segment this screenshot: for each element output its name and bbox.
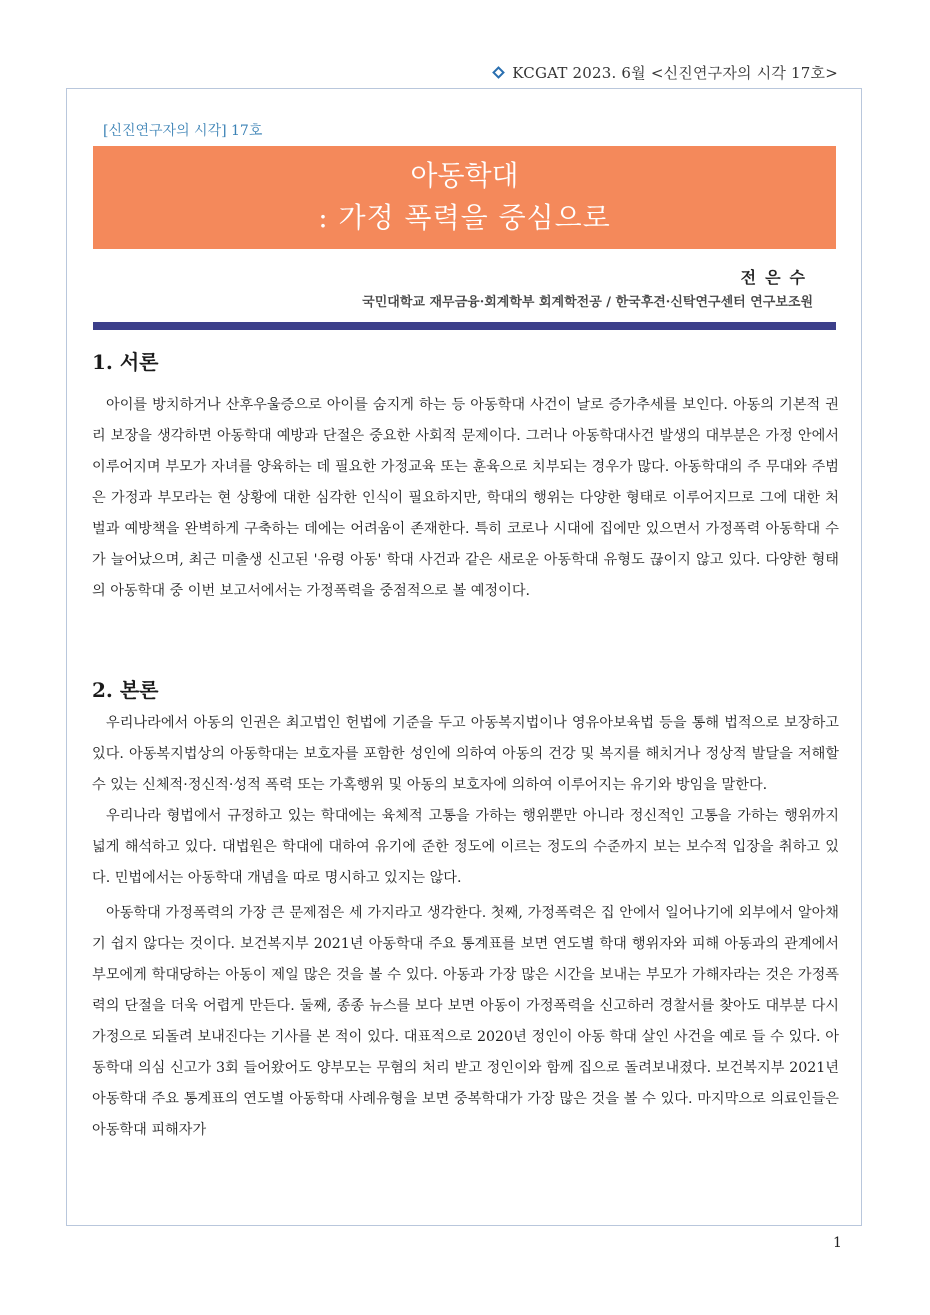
series-label: [신진연구자의 시각] 17호 (103, 123, 263, 139)
running-title: KCGAT 2023. 6월 <신진연구자의 시각 17호> (512, 64, 838, 82)
title-subtitle: : 가정 폭력을 중심으로 (318, 201, 611, 234)
paragraph: 아이를 방치하거나 산후우울증으로 아이를 숨지게 하는 등 아동학대 사건이 날로 증가추세를 보인다. 아동의 기본적 권리 보장을 생각하면 아동학대 예방과 단절은 중요한 사회적 문제이다. 그러나 아동학대사건 발생의 대부분은 가정 안에서 이루어지며 부모가 자녀를 양육하는 데 필요한 가정교육 또는 훈육으로 치부되는 경우가 많다. 아동학대의 주 무대와 주범은 가정과 부모라는 현 상황에 대한 심각한 인식이 필요하지만, 학대의 행위는 다양한 형태로 이루어지므로 그에 대한 처벌과 예방책을 완벽하게 구축하는 데에는 어려움이 존재한다. 특히 코로나 시대에 집에만 있으면서 가정폭력 아동학대 수가 늘어났으며, 최근 미출생 신고된 '유령 아동' 학대 사건과 같은 새로운 아동학대 유형도 끊이지 않고 있다. 다양한 형태의 아동학대 중 이번 보고서에서는 가정폭력을 중점적으로 볼 예정이다. (92, 397, 839, 599)
running-header (494, 62, 838, 83)
title-main: 아동학대 (410, 159, 519, 192)
diamond-bullet-icon (492, 66, 505, 79)
section-body-intro (92, 390, 839, 607)
section-heading-main: 2. 본론 (92, 678, 159, 702)
paragraph: 우리나라에서 아동의 인권은 최고법인 헌법에 기준을 두고 아동복지법이나 영유아보육법 등을 통해 법적으로 보장하고 있다. 아동복지법상의 아동학대는 보호자를 포함한 성인에 의하여 아동의 건강 및 복지를 해치거나 정상적 발달을 저해할 수 있는 신체적·정신적·성적 폭력 또는 가혹행위 및 아동의 보호자에 의하여 이루어지는 유기와 방임을 말한다. (92, 715, 839, 793)
paragraph: 아동학대 가정폭력의 가장 큰 문제점은 세 가지라고 생각한다. 첫째, 가정폭력은 집 안에서 일어나기에 외부에서 알아채기 쉽지 않다는 것이다. 보건복지부 2021년 아동학대 주요 통계표를 보면 연도별 학대 행위자와 피해 아동과의 관계에서 부모에게 학대당하는 아동이 제일 많은 것을 볼 수 있다. 아동과 가장 많은 시간을 보내는 부모가 가해자라는 것은 가정폭력의 단절을 더욱 어렵게 만든다. 둘째, 종종 뉴스를 보다 보면 아동이 가정폭력을 신고하러 경찰서를 찾아도 대부분 다시 가정으로 되돌려 보내진다는 기사를 본 적이 있다. 대표적으로 2020년 정인이 아동 학대 살인 사건을 예로 들 수 있다. 아동학대 의심 신고가 3회 들어왔어도 양부모는 무혐의 처리 받고 정인이와 함께 집으로 돌려보내졌다. 보건복지부 2021년 아동학대 주요 통계표의 연도별 아동학대 사례유형을 보면 중복학대가 가장 많은 것을 볼 수 있다. 마지막으로 의료인들은 아동학대 피해자가 (92, 905, 839, 1138)
section-heading-intro: 1. 서론 (92, 350, 159, 374)
author-name: 전은수 (740, 268, 814, 287)
title-banner (93, 146, 836, 249)
section-body-main (92, 708, 839, 1146)
title-divider (93, 322, 836, 330)
paragraph: 우리나라 형법에서 규정하고 있는 학대에는 육체적 고통을 가하는 행위뿐만 아니라 정신적인 고통을 가하는 행위까지 넓게 해석하고 있다. 대법원은 학대에 대하여 유기에 준한 정도에 이르는 정도의 수준까지 보는 보수적 입장을 취하고 있다. 민법에서는 아동학대 개념을 따로 명시하고 있지는 않다. (92, 808, 839, 886)
author-affiliation: 국민대학교 재무금융·회계학부 회계학전공 / 한국후견·신탁연구센터 연구보조원 (362, 295, 813, 310)
page-number: 1 (833, 1235, 842, 1251)
